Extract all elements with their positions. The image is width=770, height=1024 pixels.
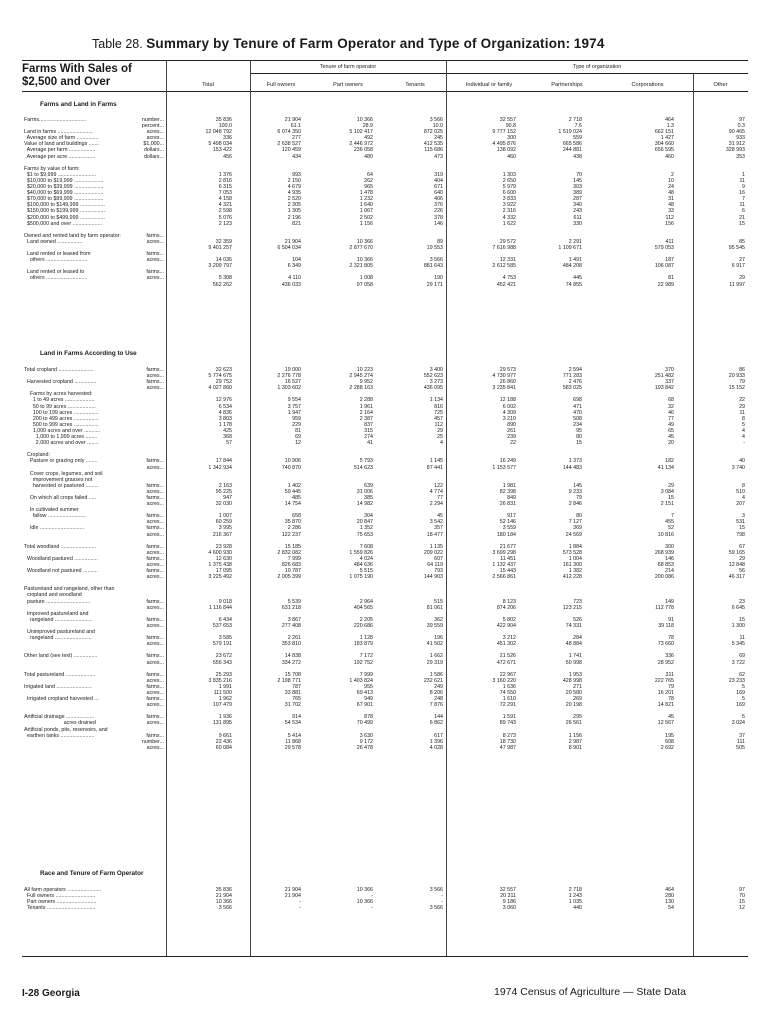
col-corporations-values: 464 280 130 54 (665, 887, 674, 912)
stub-heading: Farms With Sales of $2,500 and Over (22, 63, 132, 88)
bottom-rule (22, 956, 748, 957)
col-header-part-owners: Part owners (333, 82, 363, 88)
col-partnerships-values: 2 718 7.6 1 519 024 559 665 586 244 881 438 70 145 303 389 287 340 243 611 330 2 291 1 109 671 1 491 484 208 445 74 855 (558, 117, 582, 288)
col-tenants-values: 3 566 10.0 872 025 245 412 535 115 686 473 319 404 671 640 406 376 226 378 146 89 19 553 3 566 881 643 190 29 171 (423, 117, 443, 288)
col-total-values: 32 623 5 774 675 29 752 4 027 860 12 976 6 534 4 836 3 803 1 178 425 368 57 17 844 1 342 934 2 163 95 225 947 32 030 1 007 60 259 3 995 216 367 23 928 4 600 930 12 630 1 375 438 17 095 3 225 492 9 018 1 116 844 6 434 537 653 3 585 579 191 23 672 556 343 25 293 3 835 216 1 991 111 500 1 962 107 479 1 936 131 895 9 661 22 436 60 084 (208, 367, 232, 751)
col-header-other: Other (713, 82, 728, 88)
col-full-owners-values: 21 904 21 904 - - (284, 887, 301, 912)
tenure-group-header: Tenure of farm operator (319, 64, 377, 70)
row-units: farms... acres... farms... acres... farms... acres... farms... acres... farms... acres... farms... acres... farms... acres... farms... acres... farms... acres... farms... acres... farms... acres... farms... acres... farms... acres... farms... acres... farms... acres... farms... acres... farms... acres... farms... acres... farms... number... acres... (141, 367, 164, 751)
col-full-owners-values: 19 000 2 276 778 16 527 1 303 602 9 554 3 757 1 947 959 229 81 69 12 10 906 740 870 1 402 59 445 485 14 754 658 35 870 2 286 122 237 15 185 2 832 082 7 999 826 683 10 787 2 005 399 5 539 631 218 3 867 277 408 2 261 353 810 14 838 334 272 15 708 2 198 771 787 33 881 765 31 702 914 54 534 5 414 11 868 29 578 (277, 367, 301, 751)
section-title: Farms and Land in Farms (40, 101, 117, 108)
col-total-values: 35 836 100.0 12 048 792 336 5 498 034 153 422 456 1 376 2 816 6 315 7 053 4 158 4 321 2 598 5 076 2 123 32 359 9 401 257 14 036 3 209 797 5 308 562 262 (205, 117, 232, 288)
col-tenants-values: 3 400 552 623 3 273 436 095 1 134 816 725 457 112 29 25 4 1 145 87 441 122 4 774 77 2 294 45 3 542 357 18 477 1 135 209 022 607 64 119 793 144 903 515 81 061 362 39 559 196 41 502 1 662 29 319 1 586 232 621 249 8 206 248 7 876 144 6 862 617 1 396 4 028 (423, 367, 443, 751)
col-other-values: 97 70 15 12 (739, 887, 745, 912)
col-individual-values: 32 557 90.8 9 777 152 300 4 495 876 138 092 460 1 303 2 650 5 979 6 600 3 833 3 922 2 316 4 332 1 622 29 572 7 616 988 12 331 2 612 585 4 753 452 421 (492, 117, 516, 288)
org-group-header: Type of organization (572, 64, 622, 70)
row-labels: Total cropland ........................ Harvested cropland ............... Farms by acres harvested: 1 to 49 acres .................... 50 to 99 acres ................... 100 to 199 acres ................. 200 to 499 acres ................. 500 to 999 acres ................. 1,000 acres and over ........... 1,000 to 1,999 acres ........ 2,000 acres and over ........ Cropland: Pasture or grazing only ........ Cover crops, legumes, and soil improvement grasses not harvested or pastured ......... On which all crops failed ..... In cultivated summer fallow .......................... Idle .............................. Total woodland ........................ Woodland pastured ................ Woodland not pastured .......... Pastureland and rangeland, other than cropland and woodland pasture .............................. Improved pastureland and rangeland ......................... Unimproved pastureland and rangeland ......................... Other land (see text) ................ Total pastureland .................... Irrigated land ........................ Irrigated cropland harvested ... Artificial drainage ................... acres drained Artificial ponds, pits, reservoirs, and earthen tanks ....................... (24, 367, 115, 739)
col-header-tenants: Tenants (405, 82, 425, 88)
col-individual-values: 32 557 20 311 9 186 3 060 (499, 887, 516, 912)
col-total-values: 35 836 21 904 10 366 3 566 (215, 887, 232, 912)
org-group-rule (446, 73, 748, 74)
col-full-owners-values: 21 904 61.1 6 074 350 277 2 638 527 120 459 434 993 2 150 4 679 4 935 2 520 2 305 1 305 2 196 821 21 904 6 504 034 104 6 349 4 110 436 033 (277, 117, 301, 288)
col-header-corporations: Corporations (631, 82, 664, 88)
table-title (92, 36, 605, 51)
table-title-text: Summary by Tenure of Farm Operator and Type of Organization: (146, 36, 571, 51)
table-year: 1974 (573, 36, 605, 51)
col-partnerships-values: 2 718 1 243 1 035 440 (568, 887, 582, 912)
col-header-partnerships: Partnerships (551, 82, 583, 88)
col-header-full-owners: Full owners (266, 82, 296, 88)
tenure-group-rule (250, 73, 446, 74)
row-labels: All farm operators ....................... Full owners ........................... Part owners ........................... Tenants ................................. (24, 887, 102, 912)
top-rule (22, 60, 748, 61)
col-individual-values: 29 573 4 730 977 26 860 3 235 841 12 188 6 002 4 309 3 210 890 261 239 22 16 249 1 153 577 1 981 82 398 849 26 831 917 52 146 3 559 180 184 21 677 3 699 298 11 451 1 132 437 15 443 2 566 861 8 123 874 206 5 802 422 904 3 212 451 302 21 526 472 671 22 967 3 160 220 1 636 74 550 1 610 72 291 1 591 89 743 8 273 18 730 47 987 (492, 367, 516, 751)
col-header-individual: Individual or family (465, 82, 513, 88)
page-footer-right: 1974 Census of Agriculture — State Data (494, 986, 687, 998)
col-corporations-values: 464 1.3 662 151 1 427 304 660 656 595 460 2 10 24 48 31 48 33 112 156 411 579 053 187 106 087 81 22 989 (654, 117, 674, 288)
col-part-owners-values: 10 366 - 10 366 - (356, 887, 373, 912)
table-number: Table 28. (92, 37, 143, 51)
col-part-owners-values: 10 366 28.9 5 102 417 492 2 446 972 236 058 480 64 262 965 1 478 1 232 1 640 1 067 2 502 1 156 10 366 2 877 670 10 366 2 321 805 1 008 97 058 (349, 117, 373, 288)
col-part-owners-values: 10 223 2 945 274 9 952 2 288 163 2 288 1 961 2 164 2 387 837 315 274 41 5 793 514 623 639 31 006 385 14 982 304 20 847 1 352 75 653 7 608 1 559 826 4 024 484 636 5 515 1 075 190 2 964 404 565 2 205 220 686 1 128 183 879 7 172 192 752 7 999 1 403 824 955 69 413 949 67 901 878 70 499 3 630 9 172 26 478 (349, 367, 373, 751)
section-title: Race and Tenure of Farm Operator (40, 870, 144, 877)
row-labels: Farms................................ Land in farms ........................ Average size of farm ............... Value of land and buildings ....... Average per farm .................. Average per acre .................. Farms by value of farm: $1 to $9,999 .......................... $10,000 to $19,999 .................... $20,000 to $39,999 .................... $40,000 to $69,999 .................... $70,000 to $99,999 .................... $100,000 to $149,999 ................. $150,000 to $199,999 ................. $200,000 to $499,999 ................. $500,000 and over .................... Owned and rented land by farm operator: Land owned ................. Land rented or leased from others ............................ Land rented or leased to others ............................ (24, 117, 121, 282)
col-header-total: Total (202, 82, 214, 88)
row-units: number... percent... acres... acres... $1,000... dollars... dollars... farms... acres... farms... acres... farms... acres... (141, 117, 164, 282)
col-other-values: 86 20 933 79 15 152 22 29 11 8 5 4 4 - 40 3 740 8 510 4 207 3 531 15 798 67 59 165 29 12 848 56 46 317 23 6 645 15 1 300 11 5 345 69 3 722 62 23 233 5 169 5 169 5 3 024 37 111 505 (728, 367, 745, 751)
col-partnerships-values: 2 594 771 283 2 476 583 025 698 471 470 508 234 95 80 15 1 373 144 483 145 9 233 79 2 846 80 7 127 369 24 569 1 884 573 528 1 004 161 300 1 382 412 228 723 123 215 526 74 331 284 48 884 1 741 50 998 1 953 428 998 271 20 580 269 20 198 295 26 561 1 156 2 987 8 901 (562, 367, 582, 751)
section-title: Land in Farms According to Use (40, 350, 137, 357)
col-other-values: 97 0.3 90 465 933 31 912 328 993 353 1 11 9 16 7 11 6 21 15 85 95 545 27 6 917 29 11 997 (725, 117, 745, 288)
header-rule (22, 91, 748, 92)
page-footer-left: I-28 Georgia (22, 988, 80, 999)
col-corporations-values: 370 251 482 337 193 842 68 32 46 77 49 65 45 20 182 41 134 29 3 084 15 2 151 7 455 52 10 816 300 268 939 146 68 853 214 200 086 149 112 778 91 39 118 78 73 660 336 28 952 311 222 765 79 16 201 78 14 821 45 12 567 195 608 2 692 (654, 367, 674, 751)
col-tenants-values: 3 566 - - 3 566 (429, 887, 443, 912)
